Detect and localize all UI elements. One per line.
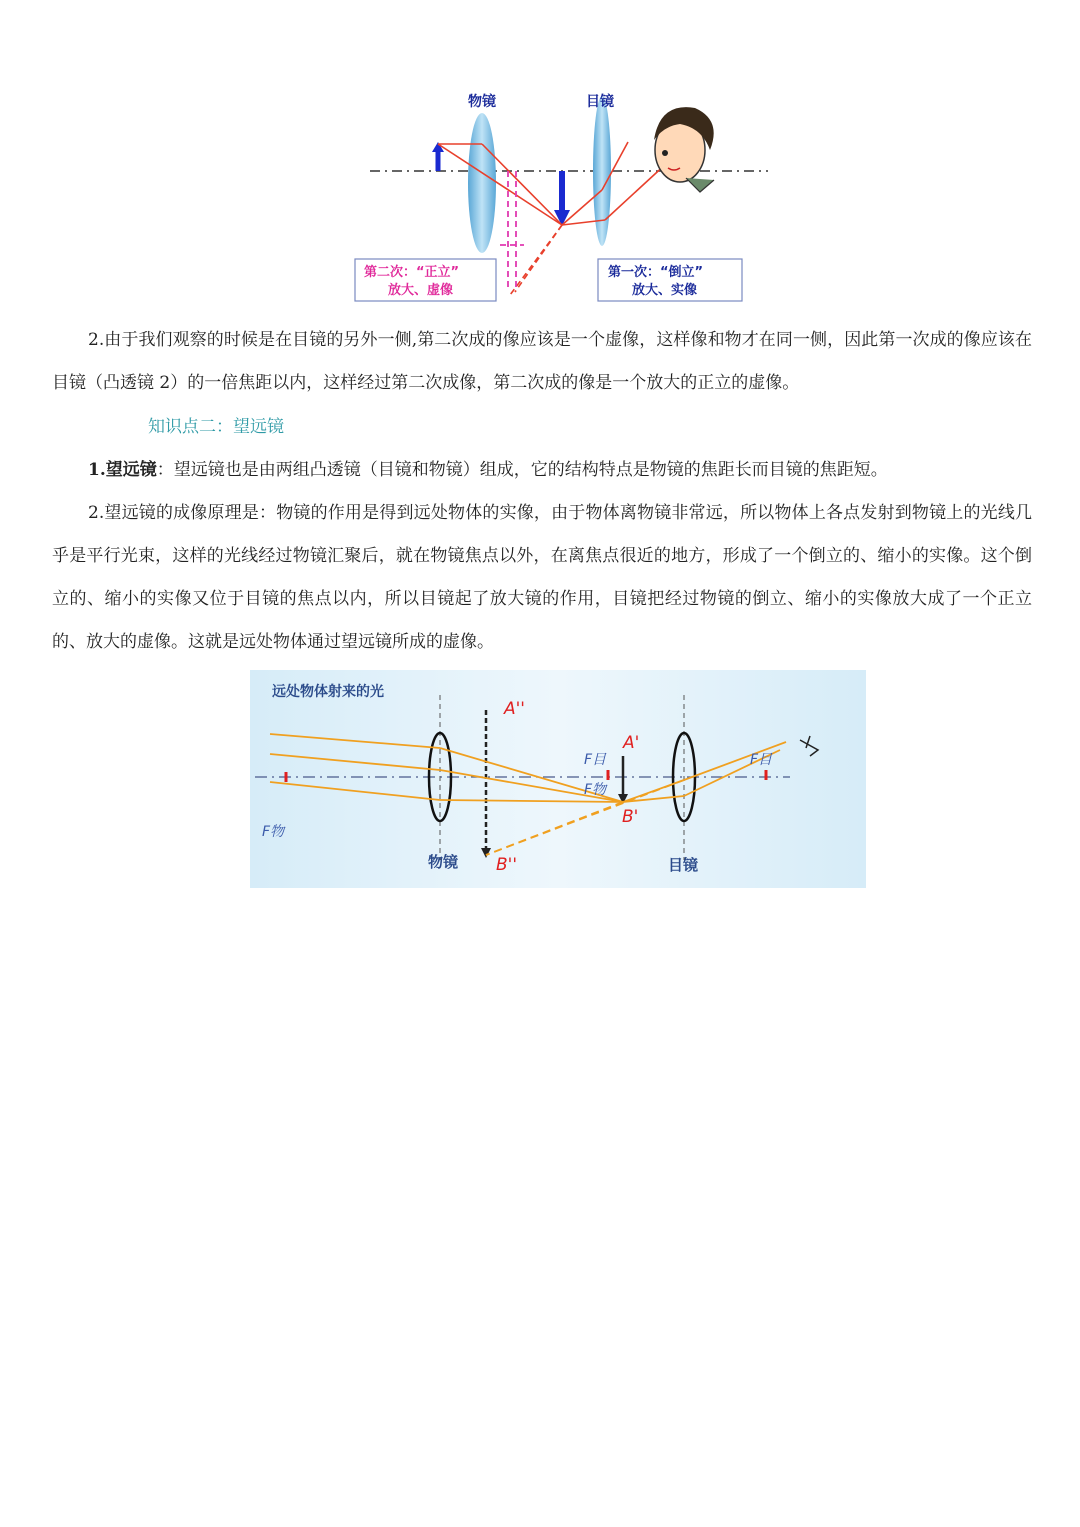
telescope-diagram (250, 670, 866, 888)
paragraph-microscope-explanation: 2.由于我们观察的时候是在目镜的另外一侧,第二次成的像应该是一个虚像，这样像和物才在同一侧，因此第一次成的像应该在目镜（凸透镜 2）的一倍焦距以内，这样经过第二次成像，第二次成的像是一个放大的正立的虚像。 (52, 330, 1032, 393)
virtual-image-arrow (500, 171, 524, 290)
objective-lens (468, 113, 496, 253)
eyepiece-focus-left-label: F目 (584, 752, 607, 768)
incoming-light-title: 远处物体射来的光 (272, 684, 384, 700)
a-double-prime-label: A'' (504, 699, 525, 719)
observer-face-icon (654, 107, 714, 192)
paragraph-telescope-structure: 1.望远镜：望远镜也是由两组凸透镜（目镜和物镜）组成，它的结构特点是物镜的焦距长而目镜的焦距短。 (88, 460, 888, 480)
b-double-prime-label: B'' (496, 855, 518, 875)
objective-label: 物镜 (468, 94, 496, 110)
eyepiece-label: 目镜 (586, 94, 614, 110)
objective-focus-mid-label: F物 (584, 782, 607, 798)
svg-text:放大、实像: 放大、实像 (632, 283, 698, 298)
microscope-diagram (350, 80, 770, 305)
telescope-term: 1.望远镜 (88, 460, 157, 480)
svg-text:第二次：“正立”: 第二次：“正立” (364, 265, 460, 280)
paragraph-telescope-principle: 2.望远镜的成像原理是：物镜的作用是得到远处物体的实像，由于物体离物镜非常远，所以物体上各点发射到物镜上的光线几乎是平行光束，这样的光线经过物镜汇聚后，就在物镜焦点以外，在离焦点很近的地方，形成了一个倒立的、缩小的实像。这个倒立的、缩小的实像又位于目镜的焦点以内，所以目镜起了放大镜的作用，目镜把经过物镜的倒立、缩小的实像放大成了一个正立的、放大的虚像。这就是远处物体通过望远镜所成的虚像。 (52, 503, 1032, 652)
svg-text:第一次：“倒立”: 第一次：“倒立” (608, 265, 704, 280)
objective-label: 物镜 (428, 853, 459, 871)
section-heading-telescope: 知识点二：望远镜 (148, 417, 284, 437)
svg-text:放大、虚像: 放大、虚像 (388, 283, 454, 298)
b-prime-label: B' (622, 807, 639, 827)
eyepiece-label: 目镜 (668, 856, 699, 874)
eyepiece-focus-right-label: F目 (750, 752, 773, 768)
a-prime-label: A' (623, 733, 640, 753)
objective-focus-left-label: F物 (262, 824, 285, 840)
eyepiece-lens (593, 96, 611, 246)
